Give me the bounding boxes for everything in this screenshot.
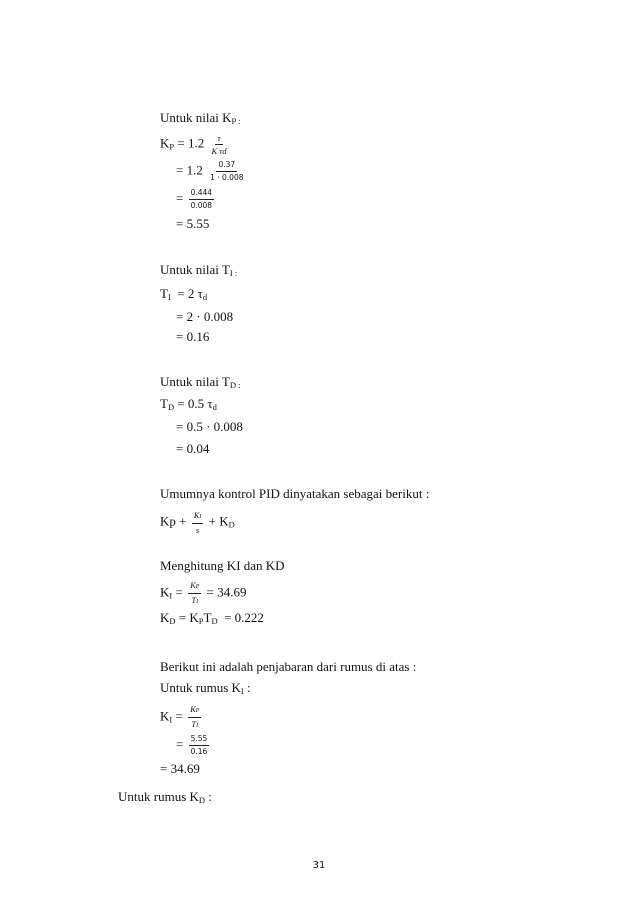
page-number: 31: [312, 860, 326, 871]
td-formula: $T_D = 0.5$ $\tau_d$: [160, 396, 217, 412]
kp-result: = 5.55: [176, 216, 210, 231]
kd-formula: $K_D = K_PT_D = 0.222$: [160, 610, 264, 626]
pid-intro: Umumnya kontrol PID dinyatakan sebagai berikut :: [160, 486, 430, 501]
pid-formula: Kp + $\frac{KI}{s}$ + $K_D$: [160, 510, 235, 535]
derivation-step-fraction: $\frac{5.55}{0.16}$: [190, 734, 208, 756]
kikd-heading: Menghitung KI dan KD: [160, 558, 285, 573]
derivation-intro: Berikut ini adalah penjabaran dari rumus di atas :: [160, 659, 417, 674]
derivation-kd-heading: Untuk rumus $K_D$ :: [118, 789, 212, 805]
td-result: = 0.04: [176, 441, 210, 456]
derivation-result: = 34.69: [160, 761, 200, 776]
kp-formula: $K_P = 1.2$ $\frac{\tau}{\text{K τd}}$: [160, 133, 227, 156]
derivation-ki-heading: Untuk rumus $K_I$ :: [160, 680, 251, 696]
pid-fraction: $\frac{KI}{s}$: [193, 510, 202, 535]
kp-step-1: = 1.2 $\frac{0.37}{1 \cdot 0.008}$: [176, 160, 244, 182]
ti-result: = 0.16: [176, 329, 210, 344]
ki-fraction: $\frac{KP}{TI}$: [190, 580, 200, 605]
derivation-ki-formula: $K_I$ = $\frac{KP}{TI}$: [160, 704, 200, 729]
derivation-fraction: $\frac{KP}{TI}$: [190, 704, 200, 729]
kp-step-2-fraction: $\frac{0.444}{0.008}$: [190, 188, 213, 210]
td-heading: Untuk nilai $T_{D :}$: [160, 374, 241, 390]
kp-step-2: = $\frac{0.444}{0.008}$: [176, 188, 213, 210]
ti-heading: Untuk nilai $T_{I :}$: [160, 262, 238, 278]
derivation-step: = $\frac{5.55}{0.16}$: [176, 734, 208, 756]
kp-step-1-fraction: $\frac{0.37}{1 \cdot 0.008}$: [210, 160, 244, 182]
td-step-1: = 0.5 · 0.008: [176, 419, 243, 434]
ki-formula: $K_I$ = $\frac{KP}{TI}$ = 34.69: [160, 580, 247, 605]
kp-fraction: $\frac{\tau}{\text{K τd}}$: [211, 133, 227, 156]
ti-step-1: = 2 · 0.008: [176, 309, 234, 324]
kp-heading: Untuk nilai $K_{P :}$: [160, 110, 241, 126]
ti-formula: $T_I = 2$ $\tau_d$: [160, 286, 208, 302]
